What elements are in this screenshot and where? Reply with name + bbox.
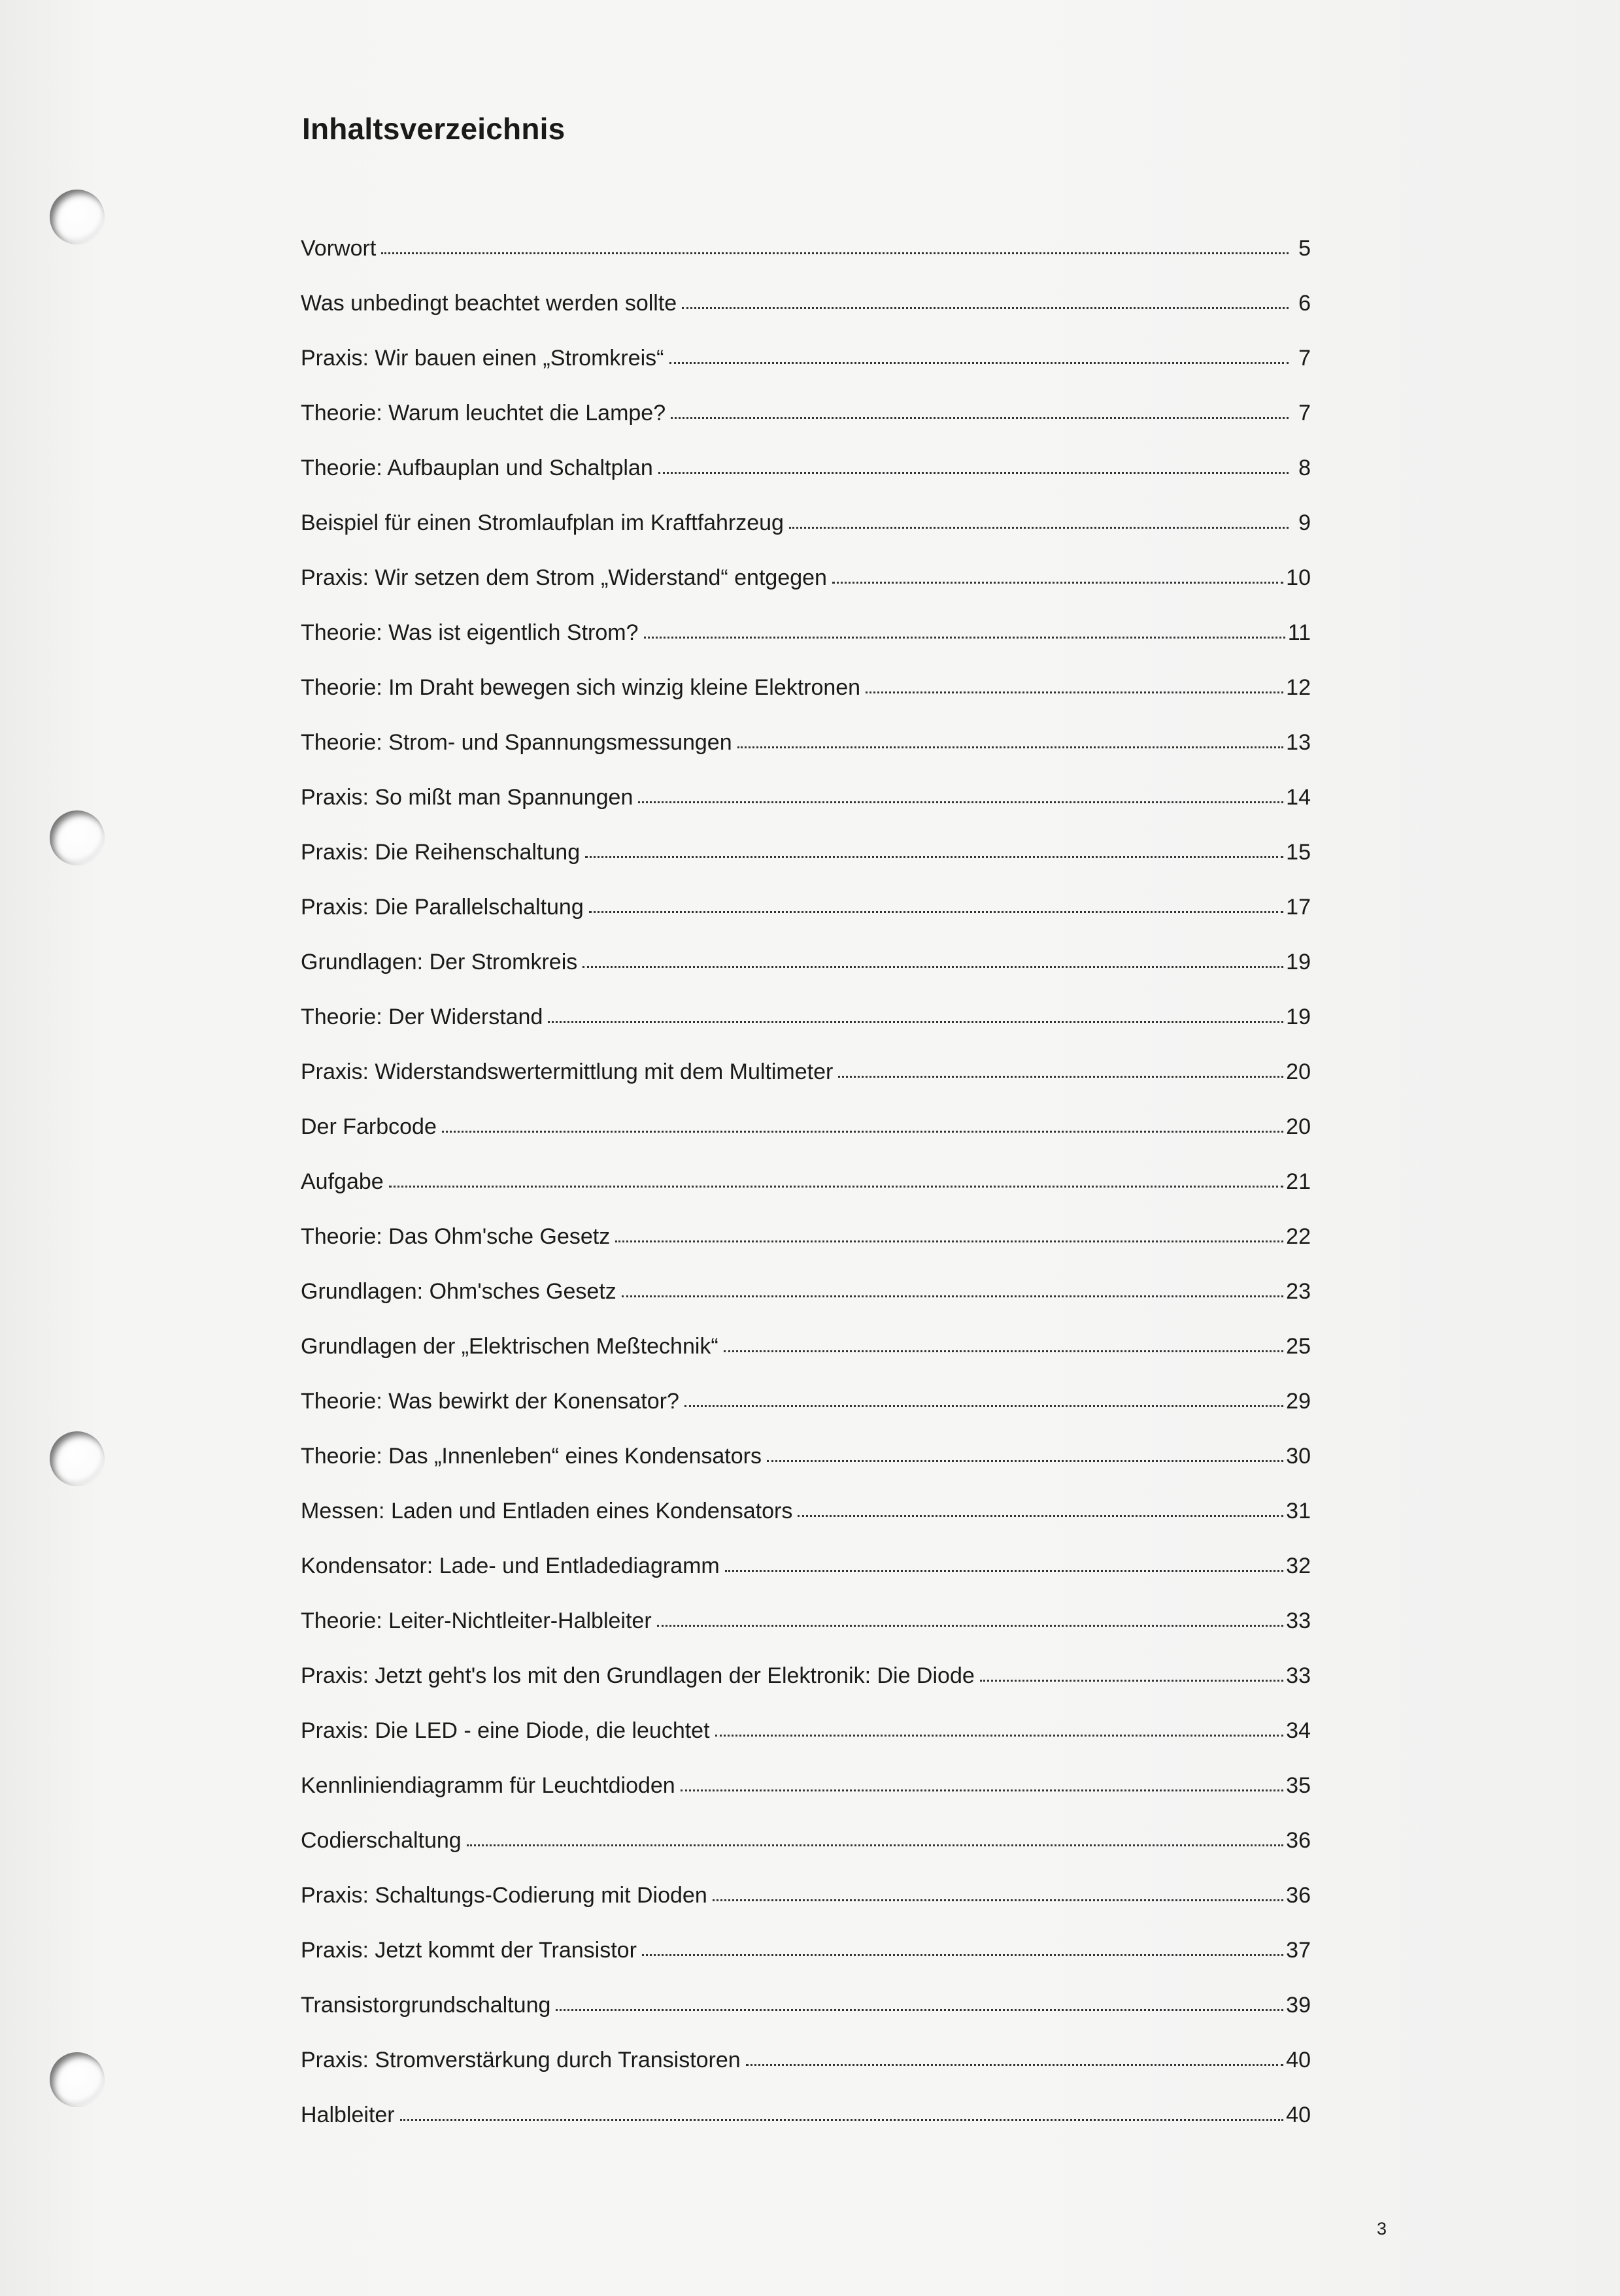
toc-dot-leader — [724, 1348, 1283, 1352]
toc-entry — [301, 284, 1311, 339]
toc-dot-leader — [622, 1293, 1283, 1297]
toc-dot-leader — [798, 1513, 1283, 1517]
toc-entry-label: Praxis: So mißt man Spannungen — [301, 785, 633, 810]
toc-entry-label: Theorie: Der Widerstand — [301, 1005, 543, 1029]
toc-dot-leader — [737, 744, 1284, 748]
toc-entry — [301, 1766, 1311, 1821]
toc-entry-label: Theorie: Das „Innenleben“ eines Kondensators — [301, 1444, 762, 1469]
toc-entry — [301, 778, 1311, 833]
toc-dot-leader — [585, 854, 1283, 858]
toc-dot-leader — [657, 1623, 1284, 1627]
toc-entry — [301, 1162, 1311, 1217]
toc-entry-page: 36 — [1286, 1828, 1311, 1853]
toc-dot-leader — [644, 635, 1285, 639]
toc-entry-label: Praxis: Wir setzen dem Strom „Widerstand“ entgegen — [301, 565, 827, 590]
toc-entry-label: Praxis: Die Reihenschaltung — [301, 840, 581, 865]
toc-entry — [301, 1327, 1311, 1382]
table-of-contents — [301, 229, 1311, 2150]
page-title: Inhaltsverzeichnis — [302, 112, 565, 146]
toc-entry-page: 13 — [1286, 730, 1311, 755]
toc-entry — [301, 833, 1311, 888]
toc-dot-leader — [556, 2007, 1283, 2011]
toc-entry-page: 31 — [1286, 1499, 1311, 1523]
toc-entry-page: 15 — [1286, 840, 1311, 865]
toc-entry-page: 33 — [1286, 1663, 1311, 1688]
toc-entry-label: Theorie: Das Ohm'sche Gesetz — [301, 1224, 611, 1249]
toc-entry-label: Praxis: Jetzt geht's los mit den Grundlagen der Elektronik: Die Diode — [301, 1663, 975, 1688]
toc-entry-page: 19 — [1286, 1005, 1311, 1029]
toc-entry — [301, 229, 1311, 284]
toc-entry — [301, 1052, 1311, 1107]
toc-entry-label: Theorie: Im Draht bewegen sich winzig kleine Elektronen — [301, 675, 861, 700]
toc-dot-leader — [467, 1842, 1283, 1846]
toc-entry-label: Grundlagen: Der Stromkreis — [301, 950, 578, 974]
toc-entry — [301, 1821, 1311, 1876]
toc-dot-leader — [682, 305, 1289, 309]
toc-entry-page: 21 — [1286, 1169, 1311, 1194]
toc-entry-page: 33 — [1286, 1608, 1311, 1633]
toc-entry — [301, 1876, 1311, 1931]
toc-dot-leader — [400, 2117, 1284, 2121]
toc-dot-leader — [715, 1733, 1284, 1737]
toc-entry-page: 34 — [1286, 1718, 1311, 1743]
toc-entry-page: 17 — [1286, 895, 1311, 920]
toc-dot-leader — [789, 525, 1289, 529]
toc-entry-label: Codierschaltung — [301, 1828, 462, 1853]
toc-dot-leader — [725, 1568, 1283, 1572]
toc-dot-leader — [658, 470, 1289, 474]
toc-dot-leader — [669, 360, 1289, 364]
punch-hole-4 — [50, 2052, 105, 2107]
toc-entry — [301, 339, 1311, 393]
toc-entry-page: 20 — [1286, 1059, 1311, 1084]
toc-entry — [301, 1601, 1311, 1656]
toc-dot-leader — [389, 1184, 1284, 1188]
toc-dot-leader — [980, 1678, 1283, 1682]
toc-entry-page: 5 — [1298, 236, 1311, 261]
toc-entry — [301, 1437, 1311, 1491]
toc-entry-page: 19 — [1286, 950, 1311, 974]
toc-entry-page: 6 — [1298, 291, 1311, 316]
toc-dot-leader — [638, 799, 1283, 803]
toc-dot-leader — [746, 2062, 1283, 2066]
page-number: 3 — [1377, 2219, 1387, 2238]
toc-entry — [301, 2095, 1311, 2150]
toc-entry-page: 32 — [1286, 1554, 1311, 1578]
toc-entry-page: 10 — [1286, 565, 1311, 590]
toc-entry-label: Grundlagen: Ohm'sches Gesetz — [301, 1279, 616, 1304]
toc-dot-leader — [642, 1952, 1283, 1956]
toc-entry-page: 39 — [1286, 1993, 1311, 2018]
toc-entry — [301, 393, 1311, 448]
toc-entry-label: Theorie: Strom- und Spannungsmessungen — [301, 730, 732, 755]
toc-entry — [301, 1491, 1311, 1546]
toc-entry — [301, 2040, 1311, 2095]
toc-entry-page: 14 — [1286, 785, 1311, 810]
toc-entry-label: Praxis: Die LED - eine Diode, die leuchtet — [301, 1718, 710, 1743]
toc-entry-page: 7 — [1298, 401, 1311, 425]
toc-dot-leader — [713, 1897, 1283, 1901]
toc-entry-label: Theorie: Warum leuchtet die Lampe? — [301, 401, 666, 425]
toc-entry — [301, 1107, 1311, 1162]
toc-dot-leader — [615, 1239, 1283, 1242]
toc-entry-label: Beispiel für einen Stromlaufplan im Kraftfahrzeug — [301, 510, 784, 535]
toc-dot-leader — [684, 1403, 1283, 1407]
toc-entry-page: 36 — [1286, 1883, 1311, 1908]
punch-hole-3 — [50, 1431, 105, 1486]
toc-entry-label: Theorie: Leiter-Nichtleiter-Halbleiter — [301, 1608, 652, 1633]
toc-entry-label: Praxis: Widerstandswertermittlung mit dem Multimeter — [301, 1059, 834, 1084]
toc-entry-label: Praxis: Die Parallelschaltung — [301, 895, 584, 920]
toc-entry-page: 11 — [1287, 620, 1311, 645]
punch-hole-1 — [50, 190, 105, 244]
toc-entry — [301, 448, 1311, 503]
toc-entry-label: Vorwort — [301, 236, 377, 261]
toc-entry-page: 35 — [1286, 1773, 1311, 1798]
toc-dot-leader — [548, 1019, 1283, 1023]
toc-dot-leader — [832, 580, 1283, 584]
toc-dot-leader — [838, 1074, 1283, 1078]
toc-entry-label: Messen: Laden und Entladen eines Kondensators — [301, 1499, 793, 1523]
toc-entry-page: 9 — [1298, 510, 1311, 535]
toc-entry-label: Praxis: Jetzt kommt der Transistor — [301, 1938, 637, 1963]
toc-entry — [301, 503, 1311, 558]
toc-entry — [301, 558, 1311, 613]
toc-entry — [301, 1986, 1311, 2040]
toc-entry-page: 40 — [1286, 2048, 1311, 2072]
toc-entry-page: 23 — [1286, 1279, 1311, 1304]
toc-entry-label: Theorie: Was ist eigentlich Strom? — [301, 620, 639, 645]
toc-entry — [301, 1931, 1311, 1986]
toc-entry-label: Theorie: Aufbauplan und Schaltplan — [301, 456, 653, 480]
toc-entry-page: 7 — [1298, 346, 1311, 371]
toc-entry — [301, 1272, 1311, 1327]
toc-entry-page: 22 — [1286, 1224, 1311, 1249]
toc-entry — [301, 1217, 1311, 1272]
toc-entry-page: 40 — [1286, 2103, 1311, 2127]
toc-entry-label: Aufgabe — [301, 1169, 384, 1194]
toc-entry — [301, 668, 1311, 723]
toc-entry — [301, 888, 1311, 942]
toc-entry-page: 8 — [1298, 456, 1311, 480]
toc-entry-page: 29 — [1286, 1389, 1311, 1414]
toc-entry — [301, 1546, 1311, 1601]
toc-entry-page: 20 — [1286, 1114, 1311, 1139]
toc-entry — [301, 723, 1311, 778]
toc-entry — [301, 1711, 1311, 1766]
toc-entry-page: 25 — [1286, 1334, 1311, 1359]
toc-entry — [301, 1656, 1311, 1711]
toc-dot-leader — [381, 250, 1289, 254]
toc-dot-leader — [582, 964, 1283, 968]
toc-dot-leader — [866, 690, 1283, 693]
toc-dot-leader — [767, 1458, 1283, 1462]
toc-entry-label: Was unbedingt beachtet werden sollte — [301, 291, 677, 316]
toc-entry-label: Praxis: Wir bauen einen „Stromkreis“ — [301, 346, 664, 371]
toc-entry — [301, 613, 1311, 668]
toc-entry — [301, 997, 1311, 1052]
toc-entry-label: Grundlagen der „Elektrischen Meßtechnik“ — [301, 1334, 718, 1359]
toc-entry-label: Halbleiter — [301, 2103, 395, 2127]
toc-entry-page: 30 — [1286, 1444, 1311, 1469]
toc-dot-leader — [589, 909, 1283, 913]
toc-dot-leader — [671, 415, 1289, 419]
toc-entry-label: Praxis: Schaltungs-Codierung mit Dioden — [301, 1883, 707, 1908]
toc-entry-label: Der Farbcode — [301, 1114, 437, 1139]
toc-entry — [301, 1382, 1311, 1437]
toc-entry-label: Transistorgrundschaltung — [301, 1993, 551, 2018]
toc-entry-label: Theorie: Was bewirkt der Konensator? — [301, 1389, 679, 1414]
toc-entry-label: Kondensator: Lade- und Entladediagramm — [301, 1554, 720, 1578]
toc-entry-label: Praxis: Stromverstärkung durch Transistoren — [301, 2048, 741, 2072]
toc-entry-label: Kennliniendiagramm für Leuchtdioden — [301, 1773, 675, 1798]
toc-entry-page: 37 — [1286, 1938, 1311, 1963]
toc-entry-page: 12 — [1286, 675, 1311, 700]
toc-dot-leader — [442, 1129, 1283, 1133]
toc-entry — [301, 942, 1311, 997]
punch-hole-2 — [50, 810, 105, 865]
toc-dot-leader — [681, 1788, 1283, 1791]
